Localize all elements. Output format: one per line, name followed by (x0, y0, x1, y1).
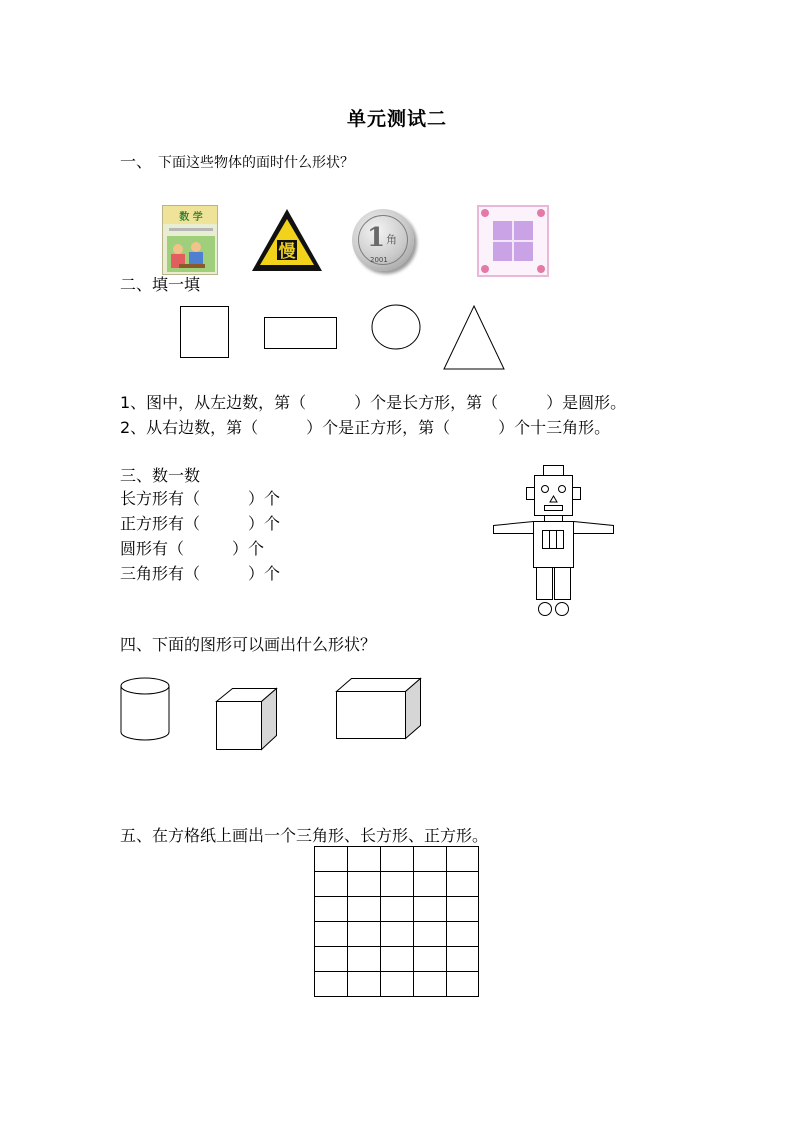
q2-line1: 1、图中，从左边数，第（ ）个是长方形，第（ ）是圆形。 (120, 393, 627, 412)
coin-unit: 角 (386, 233, 397, 246)
q3-item-rectangle: 长方形有（ ）个 (120, 489, 281, 508)
robot-arm-right (574, 522, 614, 534)
robot-ear-left (527, 488, 535, 500)
robot-leg-right (555, 568, 571, 600)
q1-text: 下面这些物体的面时什么形状？ (158, 155, 355, 171)
cylinder-shape (121, 678, 169, 740)
coin-year: 2001 (370, 256, 388, 264)
robot-eye-left (542, 486, 549, 493)
book-title: 数 学 (179, 212, 203, 223)
square-shape (181, 307, 229, 358)
handkerchief-image (477, 205, 549, 277)
rectangle-shape (265, 318, 337, 349)
robot-panel (543, 531, 564, 549)
robot-wheel-left (539, 603, 552, 616)
q2-shapes (170, 300, 520, 375)
q3-heading: 三、数一数 (120, 466, 201, 485)
robot-mouth (545, 506, 563, 511)
robot-antenna (544, 466, 564, 476)
slow-sign-image (250, 207, 324, 273)
robot-body (534, 522, 574, 568)
robot-wheel-right (556, 603, 569, 616)
math-book-image (162, 205, 218, 275)
circle-shape (372, 305, 420, 349)
coin-image (352, 209, 414, 271)
q4-heading: 四、下面的图形可以画出什么形状？ (120, 635, 377, 654)
page-title: 单元测试二 (346, 108, 447, 130)
robot-leg-left (537, 568, 553, 600)
coin-numeral: 1 (367, 223, 386, 253)
robot-neck (545, 516, 563, 522)
robot-nose (550, 496, 557, 502)
q2-line2: 2、从右边数，第（ ）个是正方形，第（ ）个十三角形。 (120, 418, 611, 437)
q3-item-circle: 圆形有（ ）个 (120, 539, 265, 558)
grid-paper[interactable] (314, 846, 480, 998)
q3-item-square: 正方形有（ ）个 (120, 514, 281, 533)
q2-heading: 二、填一填 (120, 275, 201, 294)
robot-figure (490, 462, 620, 622)
q3-item-triangle: 三角形有（ ）个 (120, 564, 281, 583)
robot-eye-right (559, 486, 566, 493)
q1-heading (120, 152, 354, 173)
robot-arm-left (494, 522, 534, 534)
slow-sign-char: 慢 (278, 242, 296, 262)
robot-ear-right (573, 488, 581, 500)
triangle-shape (444, 306, 504, 369)
cube-shape (217, 689, 277, 750)
cuboid-shape (337, 679, 421, 739)
q5-heading: 五、在方格纸上画出一个三角形、长方形、正方形。 (120, 826, 489, 845)
q4-solids (115, 670, 435, 760)
q1-number: 一、 (120, 152, 153, 171)
